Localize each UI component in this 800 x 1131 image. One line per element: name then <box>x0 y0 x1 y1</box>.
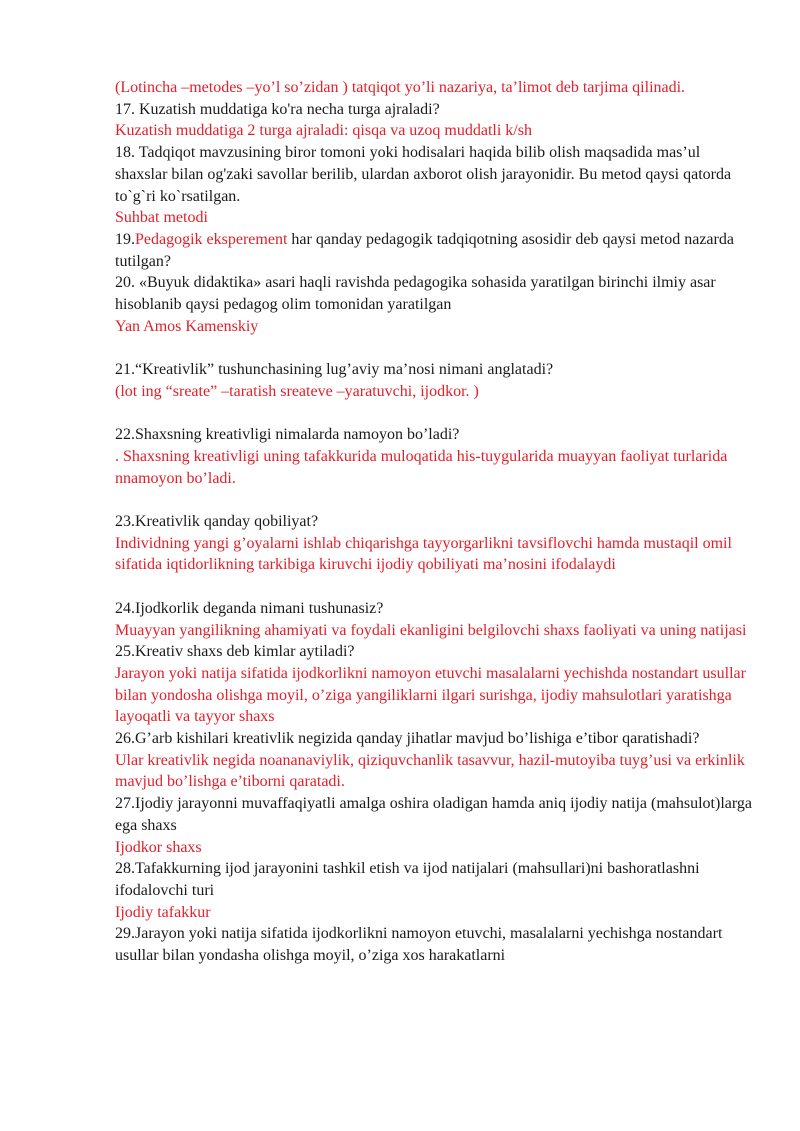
question-text-17: 17. Kuzatish muddatiga ko'ra necha turga ajraladi? <box>115 100 440 118</box>
answer-inline-19: Pedagogik eksperement <box>135 230 288 248</box>
answer-text-18: Suhbat metodi <box>115 209 208 227</box>
question-text-22: 22.Shaxsning kreativligi nimalarda namoyon bo’ladi? <box>115 426 460 444</box>
question-text-26: 26.G’arb kishilari kreativlik negizida qanday jihatlar mavjud bo’lishiga e’tibor qaratishadi? <box>115 730 700 748</box>
answer-text-22: . Shaxsning kreativligi uning tafakkurida muloqatida his-tuygularida muayyan faoliyat turlarida nnamoyon bo’ladi. <box>115 447 728 487</box>
question-text-28: 28.Tafakkurning ijod jarayonini tashkil etish va ijod natijalari (mahsullari)ni bashoratlashni ifodalovchi turi <box>115 860 700 899</box>
question-text-20: 20. «Buyuk didaktika» asari haqli ravishda pedagogika sohasida yaratilgan birinchi ilmiy asar hisoblanib qaysi pedagog olim tomonidan yaratilgan <box>115 274 716 314</box>
question-text-23: 23.Kreativlik qanday qobiliyat? <box>115 513 319 531</box>
question-rest-19: har qanday pedagogik tadqiqotning asosidir deb qaysi metod nazarda tutilgan? <box>115 230 734 270</box>
question-text-18: 18. Tadqiqot mavzusining biror tomoni yoki hodisalari haqida bilib olish maqsadida mas’ul shaxslar bilan og'zaki savollar berilib, ulardan axborot olish jarayonidir. Bu metod qaysi qatorda to`g`ri ko`rsatilgan. <box>115 144 732 205</box>
question-number-19: 19. <box>115 230 135 248</box>
question-text-19 <box>115 229 755 272</box>
question-text-24: 24.Ijodkorlik deganda nimani tushunasiz? <box>115 599 384 617</box>
blank-line <box>115 403 755 425</box>
answer-text-28: Ijodiy tafakkur <box>115 903 211 921</box>
answer-text-25: Jarayon yoki natija sifatida ijodkorlikni namoyon etuvchi masalalarni yechishda nostandart usullar bilan yondosha olishga moyil, o’ziga yangiliklarni ilgari surishga, ijodiy mahsulotlari yaratishga layoqatli va tayyor shaxs <box>115 664 746 726</box>
document-content <box>115 77 755 967</box>
answer-text-26: Ular kreativlik negida noananaviylik, qiziquvchanlik tasavvur, hazil-mutoyiba tuyg’usi va erkinlik mavjud bo’lishga e’tiborni qaratadi. <box>115 751 745 791</box>
answer-text-20: Yan Amos Kamenskiy <box>115 317 259 335</box>
question-text-27: 27.Ijodiy jarayonni muvaffaqiyatli amalga oshira oladigan hamda aniq ijodiy natija (mahsulot)larga ega shaxs <box>115 795 753 834</box>
question-text-21: 21.“Kreativlik” tushunchasining lug’aviy ma’nosi nimani anglatadi? <box>115 361 554 379</box>
answer-text-24: Muayyan yangilikning ahamiyati va foydali ekanligini belgilovchi shaxs faoliyati va uning natijasi <box>115 621 747 639</box>
blank-line <box>115 489 755 511</box>
answer-text-27: Ijodkor shaxs <box>115 838 202 856</box>
question-text-29: 29.Jarayon yoki natija sifatida ijodkorlikni namoyon etuvchi, masalalarni yechishga nostandart usullar bilan yondasha olishga moyil, o’ziga xos harakatlarni <box>115 925 723 965</box>
answer-text-21: (lot ing “sreate” –taratish sreateve –yaratuvchi, ijodkor. ) <box>115 382 479 400</box>
blank-line <box>115 576 755 598</box>
answer-text-16: (Lotincha –metodes –yo’l so’zidan ) tatqiqot yo’li nazariya, ta’limot deb tarjima qilinadi. <box>115 79 686 96</box>
question-text-25: 25.Kreativ shaxs deb kimlar aytiladi? <box>115 643 355 661</box>
answer-text-17: Kuzatish muddatiga 2 turga ajraladi: qisqa va uzoq muddatli k/sh <box>115 122 532 140</box>
answer-text-23: Individning yangi g’oyalarni ishlab chiqarishga tayyorgarlikni tavsiflovchi hamda mustaqil omil sifatida iqtidorlikning tarkibiga kiruvchi ijodiy qobiliyati ma’nosini ifodalaydi <box>115 534 732 574</box>
blank-line <box>115 337 755 359</box>
